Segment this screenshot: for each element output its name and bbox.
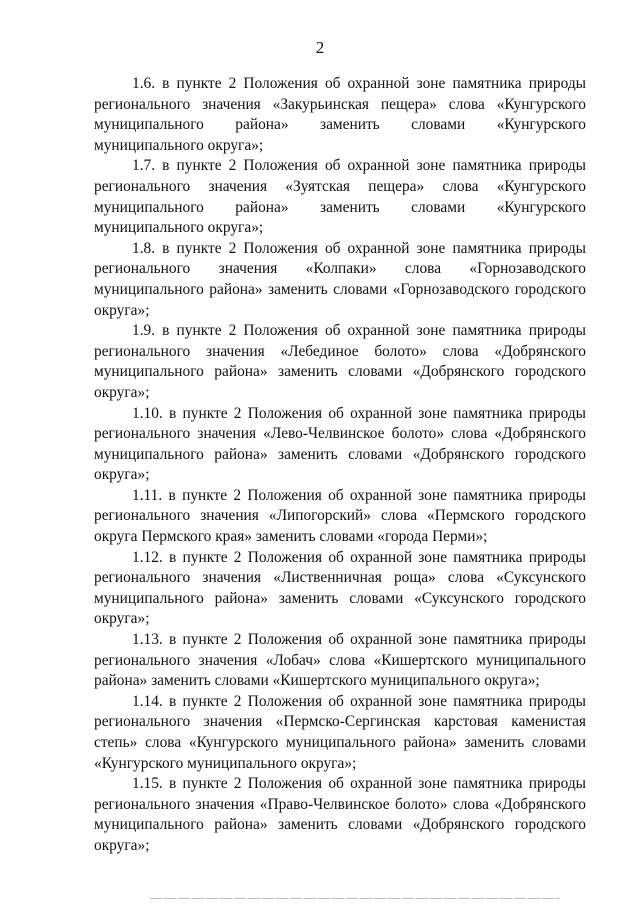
paragraph-1-12: 1.12. в пункте 2 Положения об охранной зоне памятника природы регионального значения «Лиственничная роща» слова «Суксунского муниципального района» заменить словами «Суксунского городского округа»;	[94, 548, 586, 628]
page-number: 2	[315, 38, 325, 57]
paragraph-1-15: 1.15. в пункте 2 Положения об охранной зоне памятника природы регионального значения «Право-Челвинское болото» слова «Добрянского муниципального района» заменить словами «Добрянского городского округа»;	[94, 775, 586, 854]
paragraph-1-11: 1.11. в пункте 2 Положения об охранной зоне памятника природы регионального значения «Липогорский» слова «Пермского городского округа Пермского края» заменить словами «города Перми»;	[94, 486, 586, 546]
document-body	[94, 74, 586, 857]
paragraph-1-6: 1.6. в пункте 2 Положения об охранной зоне памятника природы регионального значения «Закурьинская пещера» слова «Кунгурского муниципального района» заменить словами «Кунгурского муниципального округа»;	[94, 75, 586, 154]
paragraph-1-14: 1.14. в пункте 2 Положения об охранной зоне памятника природы регионального значения «Пермско-Сергинская карстовая каменистая степь» слова «Кунгурского муниципального района» заменить словами «Кунгурского муниципального округа»;	[94, 692, 586, 772]
paragraph-1-7: 1.7. в пункте 2 Положения об охранной зоне памятника природы регионального значения «Зуятская пещера» слова «Кунгурского муниципального района» заменить словами «Кунгурского муниципального округа»;	[94, 157, 586, 237]
paragraph-1-13: 1.13. в пункте 2 Положения об охранной зоне памятника природы регионального значения «Лобач» слова «Кишертского муниципального района» заменить словами «Кишертского муниципального округа»;	[94, 631, 586, 690]
paragraph-1-9: 1.9. в пункте 2 Положения об охранной зоне памятника природы регионального значения «Лебединое болото» слова «Добрянского муниципального района» заменить словами «Добрянского городского округа»;	[94, 322, 586, 401]
paragraph-1-10: 1.10. в пункте 2 Положения об охранной зоне памятника природы регионального значения «Лево-Челвинское болото» слова «Добрянского муниципального района» заменить словами «Добрянского городского округа»;	[94, 404, 586, 484]
paragraph-1-8: 1.8. в пункте 2 Положения об охранной зоне памятника природы регионального значения «Колпаки» слова «Горнозаводского муниципального района» заменить словами «Горнозаводского городского округа»;	[94, 239, 586, 319]
scan-edge-line	[150, 898, 560, 899]
